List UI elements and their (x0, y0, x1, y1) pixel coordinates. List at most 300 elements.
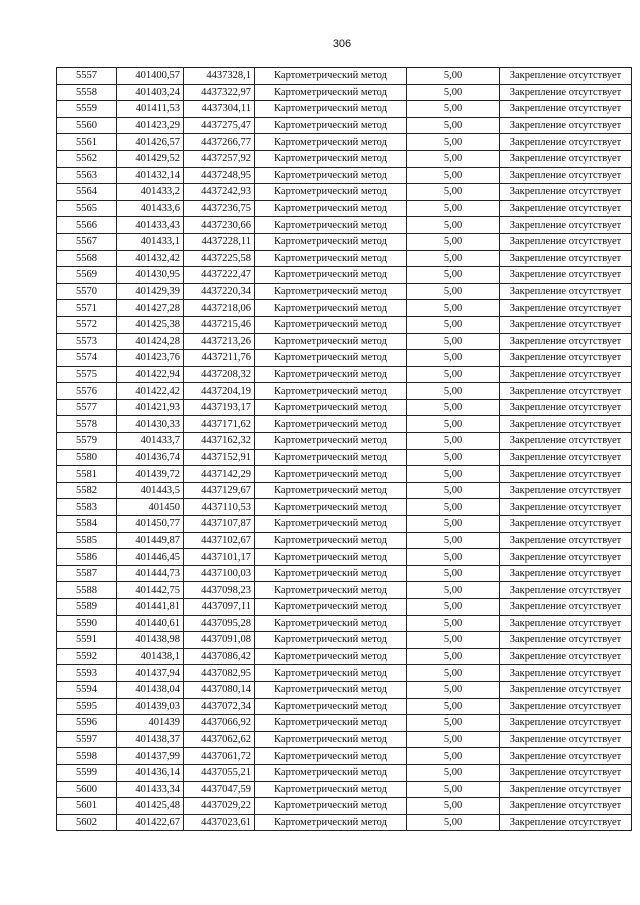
x-coordinate-cell: 401433,43 (117, 217, 184, 234)
y-coordinate-cell: 4437102,67 (184, 532, 255, 549)
precision-cell: 5,00 (407, 449, 500, 466)
y-coordinate-cell: 4437275,47 (184, 117, 255, 134)
fixation-cell: Закрепление отсутствует (500, 233, 632, 250)
x-coordinate-cell: 401433,7 (117, 433, 184, 450)
point-number-cell: 5588 (57, 582, 117, 599)
table-row (57, 798, 632, 815)
x-coordinate-cell: 401421,93 (117, 399, 184, 416)
table-row (57, 101, 632, 118)
method-cell: Картометрический метод (255, 383, 407, 400)
point-number-cell: 5560 (57, 117, 117, 134)
fixation-cell: Закрепление отсутствует (500, 399, 632, 416)
precision-cell: 5,00 (407, 532, 500, 549)
precision-cell: 5,00 (407, 599, 500, 616)
point-number-cell: 5589 (57, 599, 117, 616)
fixation-cell: Закрепление отсутствует (500, 748, 632, 765)
y-coordinate-cell: 4437171,62 (184, 416, 255, 433)
x-coordinate-cell: 401403,24 (117, 84, 184, 101)
coordinates-table-body (57, 68, 632, 831)
point-number-cell: 5597 (57, 731, 117, 748)
point-number-cell: 5561 (57, 134, 117, 151)
method-cell: Картометрический метод (255, 233, 407, 250)
y-coordinate-cell: 4437129,67 (184, 482, 255, 499)
x-coordinate-cell: 401444,73 (117, 565, 184, 582)
table-row (57, 383, 632, 400)
fixation-cell: Закрепление отсутствует (500, 117, 632, 134)
x-coordinate-cell: 401424,28 (117, 333, 184, 350)
method-cell: Картометрический метод (255, 134, 407, 151)
table-row (57, 350, 632, 367)
point-number-cell: 5568 (57, 250, 117, 267)
point-number-cell: 5598 (57, 748, 117, 765)
y-coordinate-cell: 4437066,92 (184, 715, 255, 732)
precision-cell: 5,00 (407, 715, 500, 732)
x-coordinate-cell: 401422,94 (117, 366, 184, 383)
method-cell: Картометрический метод (255, 68, 407, 85)
point-number-cell: 5562 (57, 150, 117, 167)
y-coordinate-cell: 4437100,03 (184, 565, 255, 582)
precision-cell: 5,00 (407, 798, 500, 815)
precision-cell: 5,00 (407, 549, 500, 566)
fixation-cell: Закрепление отсутствует (500, 466, 632, 483)
point-number-cell: 5573 (57, 333, 117, 350)
table-row (57, 681, 632, 698)
fixation-cell: Закрепление отсутствует (500, 648, 632, 665)
table-row (57, 449, 632, 466)
x-coordinate-cell: 401450,77 (117, 516, 184, 533)
y-coordinate-cell: 4437230,66 (184, 217, 255, 234)
y-coordinate-cell: 4437218,06 (184, 300, 255, 317)
point-number-cell: 5565 (57, 200, 117, 217)
fixation-cell: Закрепление отсутствует (500, 383, 632, 400)
fixation-cell: Закрепление отсутствует (500, 715, 632, 732)
method-cell: Картометрический метод (255, 665, 407, 682)
point-number-cell: 5578 (57, 416, 117, 433)
point-number-cell: 5569 (57, 267, 117, 284)
x-coordinate-cell: 401442,75 (117, 582, 184, 599)
precision-cell: 5,00 (407, 516, 500, 533)
precision-cell: 5,00 (407, 482, 500, 499)
fixation-cell: Закрепление отсутствует (500, 499, 632, 516)
table-row (57, 781, 632, 798)
table-row (57, 250, 632, 267)
fixation-cell: Закрепление отсутствует (500, 366, 632, 383)
table-row (57, 615, 632, 632)
point-number-cell: 5570 (57, 283, 117, 300)
point-number-cell: 5602 (57, 814, 117, 831)
table-row (57, 599, 632, 616)
y-coordinate-cell: 4437220,34 (184, 283, 255, 300)
fixation-cell: Закрепление отсутствует (500, 267, 632, 284)
method-cell: Картометрический метод (255, 516, 407, 533)
precision-cell: 5,00 (407, 648, 500, 665)
y-coordinate-cell: 4437236,75 (184, 200, 255, 217)
method-cell: Картометрический метод (255, 715, 407, 732)
fixation-cell: Закрепление отсутствует (500, 665, 632, 682)
y-coordinate-cell: 4437162,32 (184, 433, 255, 450)
precision-cell: 5,00 (407, 167, 500, 184)
point-number-cell: 5566 (57, 217, 117, 234)
method-cell: Картометрический метод (255, 565, 407, 582)
method-cell: Картометрический метод (255, 333, 407, 350)
method-cell: Картометрический метод (255, 764, 407, 781)
precision-cell: 5,00 (407, 416, 500, 433)
point-number-cell: 5584 (57, 516, 117, 533)
precision-cell: 5,00 (407, 433, 500, 450)
point-number-cell: 5586 (57, 549, 117, 566)
table-row (57, 764, 632, 781)
y-coordinate-cell: 4437107,87 (184, 516, 255, 533)
precision-cell: 5,00 (407, 814, 500, 831)
method-cell: Картометрический метод (255, 681, 407, 698)
point-number-cell: 5557 (57, 68, 117, 85)
table-row (57, 366, 632, 383)
precision-cell: 5,00 (407, 383, 500, 400)
x-coordinate-cell: 401425,48 (117, 798, 184, 815)
method-cell: Картометрический метод (255, 781, 407, 798)
fixation-cell: Закрепление отсутствует (500, 565, 632, 582)
x-coordinate-cell: 401423,76 (117, 350, 184, 367)
y-coordinate-cell: 4437080,14 (184, 681, 255, 698)
page-number: 306 (332, 38, 352, 50)
fixation-cell: Закрепление отсутствует (500, 632, 632, 649)
precision-cell: 5,00 (407, 233, 500, 250)
x-coordinate-cell: 401433,1 (117, 233, 184, 250)
point-number-cell: 5564 (57, 184, 117, 201)
x-coordinate-cell: 401436,14 (117, 764, 184, 781)
precision-cell: 5,00 (407, 101, 500, 118)
fixation-cell: Закрепление отсутствует (500, 582, 632, 599)
fixation-cell: Закрепление отсутствует (500, 300, 632, 317)
x-coordinate-cell: 401436,74 (117, 449, 184, 466)
table-row (57, 582, 632, 599)
table-row (57, 84, 632, 101)
table-row (57, 814, 632, 831)
y-coordinate-cell: 4437095,28 (184, 615, 255, 632)
table-row (57, 698, 632, 715)
point-number-cell: 5581 (57, 466, 117, 483)
precision-cell: 5,00 (407, 615, 500, 632)
y-coordinate-cell: 4437029,22 (184, 798, 255, 815)
y-coordinate-cell: 4437152,91 (184, 449, 255, 466)
x-coordinate-cell: 401400,57 (117, 68, 184, 85)
point-number-cell: 5595 (57, 698, 117, 715)
point-number-cell: 5590 (57, 615, 117, 632)
y-coordinate-cell: 4437257,92 (184, 150, 255, 167)
precision-cell: 5,00 (407, 184, 500, 201)
y-coordinate-cell: 4437193,17 (184, 399, 255, 416)
x-coordinate-cell: 401433,34 (117, 781, 184, 798)
x-coordinate-cell: 401429,52 (117, 150, 184, 167)
method-cell: Картометрический метод (255, 814, 407, 831)
method-cell: Картометрический метод (255, 466, 407, 483)
x-coordinate-cell: 401438,04 (117, 681, 184, 698)
method-cell: Картометрический метод (255, 150, 407, 167)
point-number-cell: 5587 (57, 565, 117, 582)
y-coordinate-cell: 4437072,34 (184, 698, 255, 715)
method-cell: Картометрический метод (255, 632, 407, 649)
y-coordinate-cell: 4437242,93 (184, 184, 255, 201)
fixation-cell: Закрепление отсутствует (500, 416, 632, 433)
table-row (57, 632, 632, 649)
precision-cell: 5,00 (407, 84, 500, 101)
fixation-cell: Закрепление отсутствует (500, 316, 632, 333)
point-number-cell: 5563 (57, 167, 117, 184)
precision-cell: 5,00 (407, 283, 500, 300)
point-number-cell: 5567 (57, 233, 117, 250)
x-coordinate-cell: 401449,87 (117, 532, 184, 549)
point-number-cell: 5571 (57, 300, 117, 317)
table-row (57, 117, 632, 134)
table-row (57, 283, 632, 300)
method-cell: Картометрический метод (255, 648, 407, 665)
table-row (57, 316, 632, 333)
table-row (57, 433, 632, 450)
y-coordinate-cell: 4437228,11 (184, 233, 255, 250)
y-coordinate-cell: 4437082,95 (184, 665, 255, 682)
point-number-cell: 5579 (57, 433, 117, 450)
point-number-cell: 5596 (57, 715, 117, 732)
table-row (57, 499, 632, 516)
point-number-cell: 5580 (57, 449, 117, 466)
precision-cell: 5,00 (407, 781, 500, 798)
point-number-cell: 5572 (57, 316, 117, 333)
x-coordinate-cell: 401437,94 (117, 665, 184, 682)
y-coordinate-cell: 4437055,21 (184, 764, 255, 781)
fixation-cell: Закрепление отсутствует (500, 217, 632, 234)
fixation-cell: Закрепление отсутствует (500, 433, 632, 450)
method-cell: Картометрический метод (255, 366, 407, 383)
point-number-cell: 5574 (57, 350, 117, 367)
table-row (57, 267, 632, 284)
table-row (57, 516, 632, 533)
precision-cell: 5,00 (407, 134, 500, 151)
precision-cell: 5,00 (407, 200, 500, 217)
fixation-cell: Закрепление отсутствует (500, 167, 632, 184)
fixation-cell: Закрепление отсутствует (500, 798, 632, 815)
y-coordinate-cell: 4437101,17 (184, 549, 255, 566)
fixation-cell: Закрепление отсутствует (500, 698, 632, 715)
table-row (57, 233, 632, 250)
x-coordinate-cell: 401439,03 (117, 698, 184, 715)
x-coordinate-cell: 401427,28 (117, 300, 184, 317)
precision-cell: 5,00 (407, 300, 500, 317)
method-cell: Картометрический метод (255, 449, 407, 466)
y-coordinate-cell: 4437328,1 (184, 68, 255, 85)
fixation-cell: Закрепление отсутствует (500, 184, 632, 201)
method-cell: Картометрический метод (255, 416, 407, 433)
method-cell: Картометрический метод (255, 399, 407, 416)
precision-cell: 5,00 (407, 267, 500, 284)
method-cell: Картометрический метод (255, 283, 407, 300)
fixation-cell: Закрепление отсутствует (500, 84, 632, 101)
method-cell: Картометрический метод (255, 615, 407, 632)
y-coordinate-cell: 4437213,26 (184, 333, 255, 350)
method-cell: Картометрический метод (255, 300, 407, 317)
fixation-cell: Закрепление отсутствует (500, 764, 632, 781)
y-coordinate-cell: 4437322,97 (184, 84, 255, 101)
point-number-cell: 5599 (57, 764, 117, 781)
method-cell: Картометрический метод (255, 532, 407, 549)
method-cell: Картометрический метод (255, 433, 407, 450)
precision-cell: 5,00 (407, 333, 500, 350)
x-coordinate-cell: 401438,98 (117, 632, 184, 649)
fixation-cell: Закрепление отсутствует (500, 615, 632, 632)
precision-cell: 5,00 (407, 68, 500, 85)
precision-cell: 5,00 (407, 582, 500, 599)
table-row (57, 150, 632, 167)
fixation-cell: Закрепление отсутствует (500, 532, 632, 549)
fixation-cell: Закрепление отсутствует (500, 731, 632, 748)
table-row (57, 134, 632, 151)
x-coordinate-cell: 401430,95 (117, 267, 184, 284)
precision-cell: 5,00 (407, 665, 500, 682)
fixation-cell: Закрепление отсутствует (500, 68, 632, 85)
table-row (57, 565, 632, 582)
point-number-cell: 5593 (57, 665, 117, 682)
table-row (57, 532, 632, 549)
fixation-cell: Закрепление отсутствует (500, 283, 632, 300)
fixation-cell: Закрепление отсутствует (500, 599, 632, 616)
x-coordinate-cell: 401429,39 (117, 283, 184, 300)
fixation-cell: Закрепление отсутствует (500, 814, 632, 831)
y-coordinate-cell: 4437215,46 (184, 316, 255, 333)
y-coordinate-cell: 4437304,11 (184, 101, 255, 118)
method-cell: Картометрический метод (255, 748, 407, 765)
method-cell: Картометрический метод (255, 798, 407, 815)
method-cell: Картометрический метод (255, 267, 407, 284)
x-coordinate-cell: 401423,29 (117, 117, 184, 134)
x-coordinate-cell: 401411,53 (117, 101, 184, 118)
x-coordinate-cell: 401426,57 (117, 134, 184, 151)
method-cell: Картометрический метод (255, 117, 407, 134)
y-coordinate-cell: 4437062,62 (184, 731, 255, 748)
table-row (57, 184, 632, 201)
table-row (57, 549, 632, 566)
x-coordinate-cell: 401446,45 (117, 549, 184, 566)
point-number-cell: 5592 (57, 648, 117, 665)
y-coordinate-cell: 4437110,53 (184, 499, 255, 516)
table-row (57, 466, 632, 483)
coordinates-table (56, 67, 632, 831)
method-cell: Картометрический метод (255, 582, 407, 599)
precision-cell: 5,00 (407, 350, 500, 367)
fixation-cell: Закрепление отсутствует (500, 350, 632, 367)
y-coordinate-cell: 4437225,58 (184, 250, 255, 267)
method-cell: Картометрический метод (255, 599, 407, 616)
y-coordinate-cell: 4437023,61 (184, 814, 255, 831)
table-row (57, 748, 632, 765)
fixation-cell: Закрепление отсутствует (500, 134, 632, 151)
fixation-cell: Закрепление отсутствует (500, 200, 632, 217)
table-row (57, 217, 632, 234)
method-cell: Картометрический метод (255, 499, 407, 516)
x-coordinate-cell: 401422,42 (117, 383, 184, 400)
point-number-cell: 5583 (57, 499, 117, 516)
method-cell: Картометрический метод (255, 482, 407, 499)
table-row (57, 167, 632, 184)
fixation-cell: Закрепление отсутствует (500, 482, 632, 499)
precision-cell: 5,00 (407, 466, 500, 483)
x-coordinate-cell: 401441,81 (117, 599, 184, 616)
method-cell: Картометрический метод (255, 217, 407, 234)
table-row (57, 715, 632, 732)
point-number-cell: 5600 (57, 781, 117, 798)
method-cell: Картометрический метод (255, 731, 407, 748)
table-row (57, 731, 632, 748)
precision-cell: 5,00 (407, 150, 500, 167)
point-number-cell: 5582 (57, 482, 117, 499)
table-row (57, 200, 632, 217)
point-number-cell: 5577 (57, 399, 117, 416)
method-cell: Картометрический метод (255, 698, 407, 715)
fixation-cell: Закрепление отсутствует (500, 101, 632, 118)
precision-cell: 5,00 (407, 681, 500, 698)
fixation-cell: Закрепление отсутствует (500, 250, 632, 267)
precision-cell: 5,00 (407, 764, 500, 781)
table-row (57, 399, 632, 416)
precision-cell: 5,00 (407, 316, 500, 333)
x-coordinate-cell: 401432,42 (117, 250, 184, 267)
x-coordinate-cell: 401422,67 (117, 814, 184, 831)
precision-cell: 5,00 (407, 499, 500, 516)
point-number-cell: 5575 (57, 366, 117, 383)
x-coordinate-cell: 401450 (117, 499, 184, 516)
precision-cell: 5,00 (407, 565, 500, 582)
x-coordinate-cell: 401430,33 (117, 416, 184, 433)
x-coordinate-cell: 401432,14 (117, 167, 184, 184)
table-row (57, 416, 632, 433)
x-coordinate-cell: 401425,38 (117, 316, 184, 333)
table-row (57, 665, 632, 682)
fixation-cell: Закрепление отсутствует (500, 549, 632, 566)
precision-cell: 5,00 (407, 731, 500, 748)
x-coordinate-cell: 401438,1 (117, 648, 184, 665)
precision-cell: 5,00 (407, 748, 500, 765)
precision-cell: 5,00 (407, 399, 500, 416)
table-row (57, 648, 632, 665)
method-cell: Картометрический метод (255, 167, 407, 184)
y-coordinate-cell: 4437266,77 (184, 134, 255, 151)
fixation-cell: Закрепление отсутствует (500, 333, 632, 350)
y-coordinate-cell: 4437222,47 (184, 267, 255, 284)
precision-cell: 5,00 (407, 366, 500, 383)
point-number-cell: 5585 (57, 532, 117, 549)
y-coordinate-cell: 4437248,95 (184, 167, 255, 184)
y-coordinate-cell: 4437204,19 (184, 383, 255, 400)
y-coordinate-cell: 4437097,11 (184, 599, 255, 616)
precision-cell: 5,00 (407, 117, 500, 134)
method-cell: Картометрический метод (255, 350, 407, 367)
point-number-cell: 5558 (57, 84, 117, 101)
fixation-cell: Закрепление отсутствует (500, 449, 632, 466)
fixation-cell: Закрепление отсутствует (500, 681, 632, 698)
point-number-cell: 5601 (57, 798, 117, 815)
fixation-cell: Закрепление отсутствует (500, 516, 632, 533)
x-coordinate-cell: 401440,61 (117, 615, 184, 632)
x-coordinate-cell: 401438,37 (117, 731, 184, 748)
table-row (57, 333, 632, 350)
y-coordinate-cell: 4437208,32 (184, 366, 255, 383)
point-number-cell: 5559 (57, 101, 117, 118)
precision-cell: 5,00 (407, 698, 500, 715)
y-coordinate-cell: 4437047,59 (184, 781, 255, 798)
y-coordinate-cell: 4437061,72 (184, 748, 255, 765)
x-coordinate-cell: 401433,6 (117, 200, 184, 217)
table-row (57, 300, 632, 317)
method-cell: Картометрический метод (255, 316, 407, 333)
table-row (57, 68, 632, 85)
